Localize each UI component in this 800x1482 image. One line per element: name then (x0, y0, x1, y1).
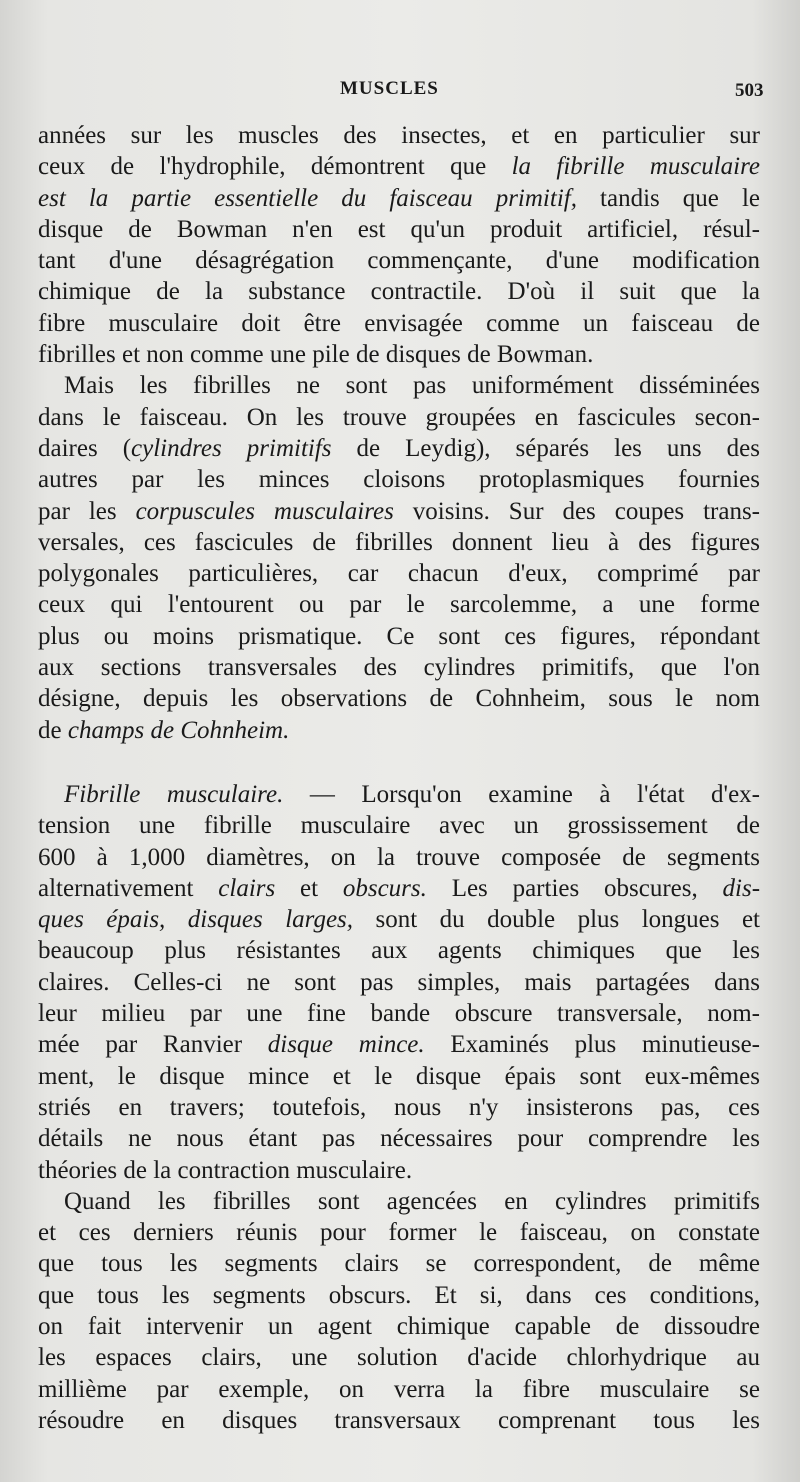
text-run: et (275, 874, 343, 902)
text-run: Quand les fibrilles sont agencées en cylindres primitifs (64, 1187, 760, 1215)
text-run: tension une fibrille musculaire avec un grossissement de (38, 812, 760, 840)
text-line (38, 715, 760, 746)
text-run: tant d'une désagrégation commençante, d'une modification (38, 247, 760, 275)
text-line (38, 1248, 760, 1279)
section-gap (38, 746, 760, 779)
italic-run: ques épais, disques larges, (38, 906, 354, 934)
text-line (38, 810, 760, 841)
text-line (38, 339, 760, 370)
text-run: détails ne nous étant pas nécessaires pour comprendre les (38, 1125, 760, 1153)
text-line (38, 842, 760, 873)
running-head (0, 72, 800, 102)
text-line (38, 308, 760, 339)
italic-run: est la partie essentielle du faisceau primitif, (38, 184, 577, 212)
text-line (38, 276, 760, 307)
text-run: aux sections transversales des cylindres primitifs, que l'on (38, 654, 760, 682)
running-head-title: MUSCLES (340, 78, 439, 99)
italic-run: champs de Cohnheim. (67, 716, 290, 744)
text-line (38, 1092, 760, 1123)
page-number: 503 (735, 80, 764, 101)
text-line (38, 1123, 760, 1154)
text-run: on fait intervenir un agent chimique capable de dissoudre (38, 1312, 760, 1340)
text-run: voisins. Sur des coupes trans- (393, 497, 760, 525)
text-run: plus ou moins prismatique. Ce sont ces figures, répondant (38, 622, 760, 650)
text-run: daires ( (38, 434, 132, 462)
text-line (38, 967, 760, 998)
text-line (38, 904, 760, 935)
paragraph (38, 1186, 760, 1436)
text-line (38, 1029, 760, 1060)
text-run: les espaces clairs, une solution d'acide chlorhydrique au (38, 1344, 760, 1372)
text-run: de Leydig), séparés les uns des (331, 434, 760, 462)
text-line (38, 496, 760, 527)
text-run: chimique de la substance contractile. D'où il suit que la (38, 278, 760, 306)
text-line (38, 464, 760, 495)
text-body (38, 120, 760, 1436)
text-run: fibrilles et non comme une pile de disques de Bowman. (38, 341, 594, 369)
text-run: années sur les muscles des insectes, et en particulier sur (38, 122, 760, 149)
text-line (38, 370, 760, 401)
text-run: que tous les segments clairs se correspondent, de même (38, 1250, 760, 1278)
italic-run: cylindres primitifs (131, 434, 332, 462)
paragraph (38, 370, 760, 746)
italic-run: disque mince. (267, 1031, 425, 1059)
text-run: que tous les segments obscurs. Et si, dans ces conditions, (38, 1281, 760, 1309)
text-run: de (38, 716, 68, 744)
text-line (38, 1280, 760, 1311)
text-line (38, 1311, 760, 1342)
text-line (38, 214, 760, 245)
text-run: disque de Bowman n'en est qu'un produit artificiel, résul- (38, 215, 760, 243)
text-run: fibre musculaire doit être envisagée comme un faisceau de (38, 309, 760, 337)
italic-run: dis- (722, 874, 761, 902)
text-line (38, 245, 760, 276)
text-run: ment, le disque mince et le disque épais sont eux-mêmes (38, 1062, 760, 1090)
text-run: Examinés plus minutieuse- (424, 1031, 760, 1059)
text-run: mée par Ranvier (38, 1031, 268, 1059)
text-run: Les parties obscures, (426, 874, 723, 902)
text-run: ceux de l'hydrophile, démontrent que (38, 153, 512, 181)
text-run: autres par les minces cloisons protoplasmiques fournies (38, 466, 760, 494)
text-line (38, 779, 760, 810)
text-run: leur milieu par une fine bande obscure transversale, nom- (38, 1000, 760, 1028)
text-run: striés en travers; toutefois, nous n'y insisterons pas, ces (38, 1093, 760, 1121)
text-line (38, 1217, 760, 1248)
text-run: par les (38, 497, 136, 525)
text-run: alternativement (38, 874, 219, 902)
text-line (38, 935, 760, 966)
italic-run: obscurs. (342, 874, 427, 902)
text-line (38, 1374, 760, 1405)
text-line (38, 402, 760, 433)
text-run: millième par exemple, on verra la fibre musculaire se (38, 1375, 760, 1403)
text-line (38, 1405, 760, 1436)
text-line (38, 998, 760, 1029)
text-run: polygonales particulières, car chacun d'eux, comprimé par (38, 560, 760, 588)
text-run: Mais les fibrilles ne sont pas uniformément disséminées (64, 372, 760, 400)
text-run: versales, ces fascicules de fibrilles donnent lieu à des figures (38, 528, 760, 556)
text-line (38, 683, 760, 714)
text-line (38, 1155, 760, 1186)
text-line (38, 621, 760, 652)
italic-run: clairs (218, 874, 276, 902)
text-run: dans le faisceau. On les trouve groupées en fascicules secon- (38, 403, 760, 431)
text-run: résoudre en disques transversaux comprenant tous les (38, 1406, 760, 1434)
paragraph (38, 120, 760, 370)
text-run: et ces derniers réunis pour former le faisceau, on constate (38, 1219, 760, 1247)
text-run: ceux qui l'entourent ou par le sarcolemme, a une forme (38, 591, 760, 619)
text-line (38, 558, 760, 589)
text-run: beaucoup plus résistantes aux agents chimiques que les (38, 937, 760, 965)
text-run: sont du double plus longues et (353, 906, 760, 934)
text-line (38, 527, 760, 558)
text-run: tandis que le (576, 184, 760, 212)
text-line (38, 151, 760, 182)
paragraph (38, 779, 760, 1186)
text-line (38, 1342, 760, 1373)
italic-run: corpuscules musculaires (135, 497, 394, 525)
text-line (38, 120, 760, 151)
text-run: claires. Celles-ci ne sont pas simples, mais partagées dans (38, 968, 760, 996)
text-line (38, 1061, 760, 1092)
text-run: désigne, depuis les observations de Cohnheim, sous le nom (38, 685, 760, 713)
italic-run: Fibrille musculaire. (64, 780, 284, 808)
text-line (38, 1186, 760, 1217)
text-line (38, 873, 760, 904)
text-run: théories de la contraction musculaire. (38, 1156, 413, 1184)
italic-run: la fibrille musculaire (511, 153, 760, 181)
text-run: — Lorsqu'on examine à l'état d'ex- (283, 780, 760, 808)
text-line (38, 652, 760, 683)
text-run: 600 à 1,000 diamètres, on la trouve composée de segments (38, 843, 760, 871)
text-line (38, 589, 760, 620)
text-line (38, 183, 760, 214)
text-line (38, 433, 760, 464)
